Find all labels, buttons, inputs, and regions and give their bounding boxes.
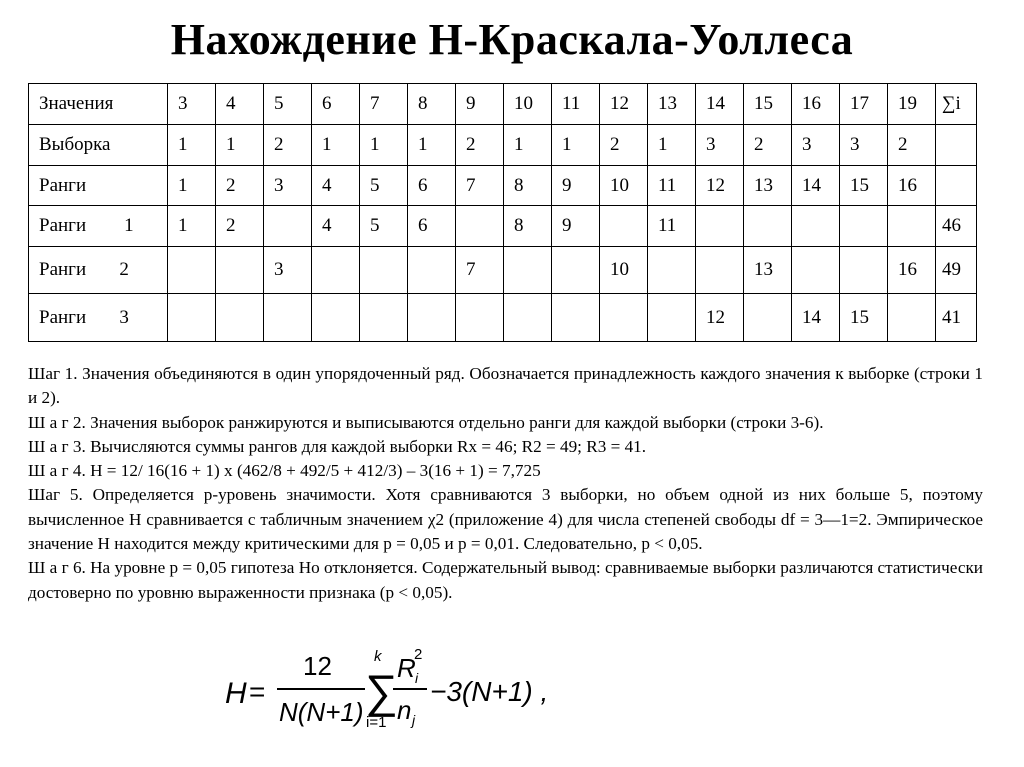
- table-cell: 2: [456, 125, 504, 166]
- table-cell: [696, 247, 744, 294]
- table-cell: [504, 294, 552, 342]
- table-cell: [888, 294, 936, 342]
- table-cell: 9: [552, 206, 600, 247]
- table-cell: 8: [504, 166, 552, 206]
- table-cell: 3: [264, 166, 312, 206]
- row-sum-cell: 49: [936, 247, 977, 294]
- table-cell: 13: [744, 247, 792, 294]
- rank-table: [28, 83, 977, 342]
- formula-sum-bottom: i=1: [366, 714, 387, 731]
- table-cell: 8: [504, 206, 552, 247]
- table-cell: 16: [792, 84, 840, 125]
- table-cell: [888, 206, 936, 247]
- table-cell: [840, 247, 888, 294]
- table-cell: [600, 206, 648, 247]
- row-label: Выборка: [29, 125, 168, 166]
- table-cell: 1: [168, 125, 216, 166]
- table-cell: 12: [696, 294, 744, 342]
- table-cell: [408, 247, 456, 294]
- table-cell: 9: [456, 84, 504, 125]
- row-sum-cell: [936, 125, 977, 166]
- table-cell: 6: [312, 84, 360, 125]
- table-cell: [552, 247, 600, 294]
- table-cell: [312, 247, 360, 294]
- table-cell: [456, 294, 504, 342]
- table-cell: 15: [840, 166, 888, 206]
- step-6: Ш а г 6. На уровне р = 0,05 гипотеза Но отклоняется. Содержательный вывод: сравниваемые выборки различаются статистически достоверно по уровню выраженности признака (р ˂ 0,05).: [28, 558, 983, 602]
- row-label: Ранги: [29, 166, 168, 206]
- table-cell: [216, 247, 264, 294]
- table-cell: 3: [264, 247, 312, 294]
- formula-sum-top: k: [374, 648, 382, 665]
- table-cell: 2: [216, 206, 264, 247]
- table-cell: 3: [168, 84, 216, 125]
- table-cell: 2: [600, 125, 648, 166]
- table-cell: [264, 206, 312, 247]
- table-cell: 13: [744, 166, 792, 206]
- table-cell: 19: [888, 84, 936, 125]
- table-cell: 3: [792, 125, 840, 166]
- table-cell: [792, 247, 840, 294]
- table-cell: 4: [216, 84, 264, 125]
- table-cell: 2: [888, 125, 936, 166]
- table-row: [29, 206, 977, 247]
- formula-frac-num: R: [397, 653, 416, 683]
- row-label: Ранги 2: [29, 247, 168, 294]
- formula-frac-num-sup: 2: [414, 646, 423, 663]
- table-cell: 3: [696, 125, 744, 166]
- table-cell: 5: [360, 206, 408, 247]
- table-cell: [744, 206, 792, 247]
- row-sum-cell: 46: [936, 206, 977, 247]
- table-cell: 13: [648, 84, 696, 125]
- table-cell: 10: [600, 247, 648, 294]
- table-cell: 1: [312, 125, 360, 166]
- table-cell: 1: [504, 125, 552, 166]
- table-cell: 14: [792, 294, 840, 342]
- step-1: Шаг 1. Значения объединяются в один упорядоченный ряд. Обозначается принадлежность каждого значения к выборке (строки 1 и 2).: [28, 364, 983, 408]
- table-cell: 15: [840, 294, 888, 342]
- table-cell: [360, 247, 408, 294]
- table-cell: 4: [312, 206, 360, 247]
- table-cell: 2: [264, 125, 312, 166]
- table-cell: 16: [888, 247, 936, 294]
- table-cell: 1: [552, 125, 600, 166]
- table-row: [29, 294, 977, 342]
- table-cell: 15: [744, 84, 792, 125]
- table-cell: 9: [552, 166, 600, 206]
- table-cell: 12: [600, 84, 648, 125]
- sigma-icon: ∑: [365, 665, 398, 717]
- table-cell: 10: [600, 166, 648, 206]
- table-cell: [408, 294, 456, 342]
- formula-den: N(N+1): [279, 697, 364, 727]
- table-cell: 1: [648, 125, 696, 166]
- table-cell: 6: [408, 206, 456, 247]
- steps-text: [28, 362, 983, 605]
- step-5: Шаг 5. Определяется р-уровень значимости. Хотя сравниваются 3 выборки, но объем одной из них больше 5, поэтому вычисленное Н сравнивается с табличным значением χ2 (приложение 4) для числа степеней свободы df = 3—1=2. Эмпирическое значение Н находится между критическими для р = 0,05 и р = 0,01. Следовательно, р ˂ 0,05.: [28, 485, 983, 554]
- formula-frac-den-sub: j: [412, 712, 416, 728]
- table-cell: [360, 294, 408, 342]
- table-cell: 11: [648, 206, 696, 247]
- table-cell: 1: [408, 125, 456, 166]
- table-cell: 1: [168, 206, 216, 247]
- formula-tail: −3(N+1) ,: [430, 676, 545, 707]
- table-cell: 10: [504, 84, 552, 125]
- table-row: [29, 125, 977, 166]
- kruskal-wallis-formula: [225, 645, 545, 760]
- table-cell: [312, 294, 360, 342]
- table-cell: [168, 294, 216, 342]
- table-row: [29, 84, 977, 125]
- table-cell: [552, 294, 600, 342]
- table-cell: 4: [312, 166, 360, 206]
- formula-num: 12: [303, 651, 332, 681]
- table-cell: [168, 247, 216, 294]
- formula-eq: =: [249, 676, 266, 707]
- table-cell: 5: [264, 84, 312, 125]
- row-sum-cell: ∑i: [936, 84, 977, 125]
- formula-frac-den: n: [397, 695, 412, 725]
- table-cell: 11: [552, 84, 600, 125]
- page-title: Нахождение Н-Краскала-Уоллеса: [170, 15, 854, 64]
- table-cell: 7: [456, 166, 504, 206]
- step-2: Ш а г 2. Значения выборок ранжируются и выписываются отдельно ранги для каждой выборки (строки 3-6).: [28, 412, 824, 432]
- table-cell: [216, 294, 264, 342]
- table-cell: 7: [360, 84, 408, 125]
- table-cell: 17: [840, 84, 888, 125]
- step-3: Ш а г 3. Вычисляются суммы рангов для каждой выборки Rx = 46; R2 = 49; R3 = 41.: [28, 436, 647, 456]
- table-cell: 14: [696, 84, 744, 125]
- table-cell: 2: [744, 125, 792, 166]
- table-cell: 11: [648, 166, 696, 206]
- table-cell: 6: [408, 166, 456, 206]
- table-cell: [600, 294, 648, 342]
- table-cell: [648, 247, 696, 294]
- formula-lhs: H: [225, 677, 247, 710]
- table-cell: [696, 206, 744, 247]
- table-cell: [792, 206, 840, 247]
- table-cell: 1: [168, 166, 216, 206]
- table-cell: 1: [216, 125, 264, 166]
- formula-frac-num-sub: i: [415, 670, 419, 686]
- row-sum-cell: 41: [936, 294, 977, 342]
- row-label: Ранги 3: [29, 294, 168, 342]
- table-cell: 2: [216, 166, 264, 206]
- row-sum-cell: [936, 166, 977, 206]
- table-cell: [744, 294, 792, 342]
- table-cell: 7: [456, 247, 504, 294]
- step-4: Ш а г 4. Н = 12/ 16(16 + 1) х (462/8 + 492/5 + 412/3) – 3(16 + 1) = 7,725: [28, 461, 541, 481]
- table-cell: 1: [360, 125, 408, 166]
- table-cell: 3: [840, 125, 888, 166]
- table-cell: [840, 206, 888, 247]
- table-row: [29, 166, 977, 206]
- row-label: Значения: [29, 84, 168, 125]
- table-cell: 12: [696, 166, 744, 206]
- table-cell: [648, 294, 696, 342]
- row-label: Ранги 1: [29, 206, 168, 247]
- table-cell: [264, 294, 312, 342]
- table-row: [29, 247, 977, 294]
- table-cell: 5: [360, 166, 408, 206]
- table-cell: 14: [792, 166, 840, 206]
- table-cell: [456, 206, 504, 247]
- table-cell: 8: [408, 84, 456, 125]
- table-cell: [504, 247, 552, 294]
- table-cell: 16: [888, 166, 936, 206]
